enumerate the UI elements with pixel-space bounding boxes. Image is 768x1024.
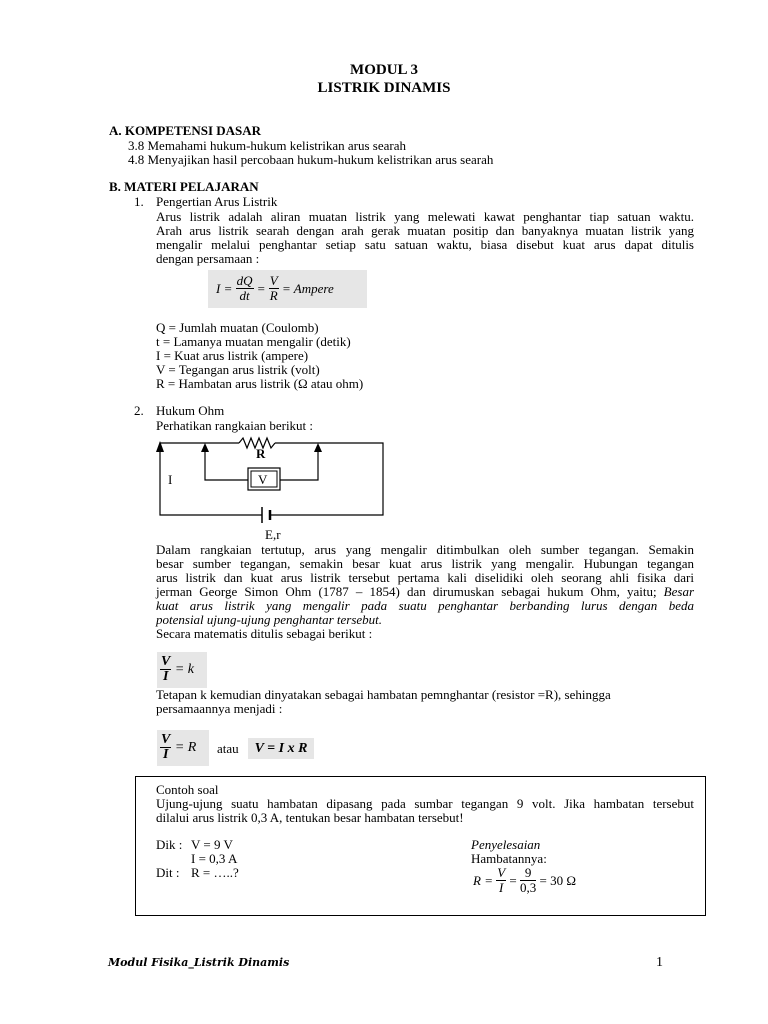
- definition-q: Q = Jumlah muatan (Coulomb): [156, 320, 319, 335]
- label-v: V: [258, 472, 268, 487]
- voltmeter-arrow-left-icon: [201, 443, 209, 452]
- sub2-number: 2.: [134, 403, 144, 418]
- label-r: R: [256, 446, 266, 461]
- solution-title: Penyelesaian: [471, 837, 541, 852]
- ohm-equation-vir: V = I x R: [248, 738, 314, 759]
- dit-label: Dit :: [156, 865, 180, 880]
- ohm-equation-k: $\frac{V}{I}$ = k: [157, 652, 207, 688]
- sub1-para-line-2: Arah arus listrik searah dengan arah gerak muatan positip dan banyaknya muatan listrik yang: [156, 223, 694, 238]
- module-number: MODUL 3: [350, 62, 418, 78]
- kompetensi-item-1: 3.8 Memahami hukum-hukum kelistrikan arus searah: [128, 138, 406, 153]
- ohm-para-line-3: arus listrik dan kuat arus listrik tersebut pertama kali diselidiki oleh seorang ahli fisika dari: [156, 570, 694, 585]
- example-problem-line-1: Ujung-ujung suatu hambatan dipasang pada sumbar tegangan 9 volt. Jika hambatan tersebut: [156, 796, 694, 811]
- sub2-intro: Perhatikan rangkaian berikut :: [156, 418, 314, 433]
- example-heading: Contoh soal: [156, 782, 219, 797]
- dik-label: Dik :: [156, 837, 183, 852]
- example-problem-line-2: dilalui arus listrik 0,3 A, tentukan besar hambatan tersebut!: [156, 810, 464, 825]
- ohm-italic-start: Besar: [663, 584, 695, 599]
- sub1-para-line-4: dengan persamaan :: [156, 251, 260, 266]
- section-a-heading: A. KOMPETENSI DASAR: [109, 123, 262, 138]
- dit-value: R = …..?: [191, 865, 239, 880]
- tetapan-line-1: Tetapan k kemudian dinyatakan sebagai hambatan pemnghantar (resistor =R), sehingga: [156, 687, 611, 702]
- solution-equation: R = $\frac{V}{I}$ = $\frac{9}{0,3}$ = 30 Ω: [473, 865, 577, 895]
- definition-v: V = Tegangan arus listrik (volt): [156, 362, 320, 377]
- definition-r: R = Hambatan arus listrik (Ω atau ohm): [156, 376, 364, 391]
- sub1-title: Pengertian Arus Listrik: [156, 194, 278, 209]
- current-equation: I = $\frac{dQ}{dt}$ = $\frac{V}{R}$ = Ampere: [208, 270, 367, 308]
- module-title: LISTRIK DINAMIS: [317, 80, 451, 96]
- page-number: 1: [656, 955, 663, 970]
- definition-i: I = Kuat arus listrik (ampere): [156, 348, 309, 363]
- solution-subtitle: Hambatannya:: [471, 851, 547, 866]
- label-i: I: [168, 472, 173, 487]
- ohm-para-line-4: jerman George Simon Ohm (1787 – 1854) dan dirumuskan sebagai hukum Ohm, yaitu; Besar: [156, 584, 695, 599]
- sub1-para-line-1: Arus listrik adalah aliran muatan listrik yang melewati kawat penghantar tiap satuan waktu.: [156, 209, 694, 224]
- footer-module-name: Modul Fisika_Listrik Dinamis: [108, 956, 290, 969]
- ohm-para-line-2: besar sumber tegangan, semakin besar kuat arus listrik yang mengalir. Hubungan tegangan: [156, 556, 694, 571]
- kompetensi-item-2: 4.8 Menyajikan hasil percobaan hukum-hukum kelistrikan arus searah: [128, 152, 494, 167]
- sub1-number: 1.: [134, 194, 144, 209]
- tetapan-line-2: persamaannya menjadi :: [156, 701, 283, 716]
- ohm-italic-line-2: potensial ujung-ujung penghantar tersebut.: [156, 612, 383, 627]
- math-intro: Secara matematis ditulis sebagai berikut :: [156, 626, 373, 641]
- dik-voltage: V = 9 V: [191, 837, 233, 852]
- sub2-title: Hukum Ohm: [156, 403, 225, 418]
- voltmeter-arrow-right-icon: [314, 443, 322, 452]
- ohm-equation-r: $\frac{V}{I}$ = R: [157, 730, 209, 766]
- sub1-para-line-3: mengalir melalui penghantar setiap satu satuan waktu, biasa disebut kuat arus dapat ditulis: [156, 237, 694, 252]
- atau-text: atau: [217, 741, 239, 756]
- ohm-para-line-1: Dalam rangkaian tertutup, arus yang mengalir ditimbulkan oleh sumber tegangan. Semakin: [156, 542, 694, 557]
- definition-t: t = Lamanya muatan mengalir (detik): [156, 334, 351, 349]
- ohm-italic-line-1: kuat arus listrik yang mengalir pada suatu penghantar berbanding lurus dengan beda: [156, 598, 694, 613]
- ohm-circuit-diagram: [150, 430, 390, 542]
- label-source: E,r: [265, 527, 281, 542]
- section-b-heading: B. MATERI PELAJARAN: [109, 179, 259, 194]
- dik-current: I = 0,3 A: [191, 851, 238, 866]
